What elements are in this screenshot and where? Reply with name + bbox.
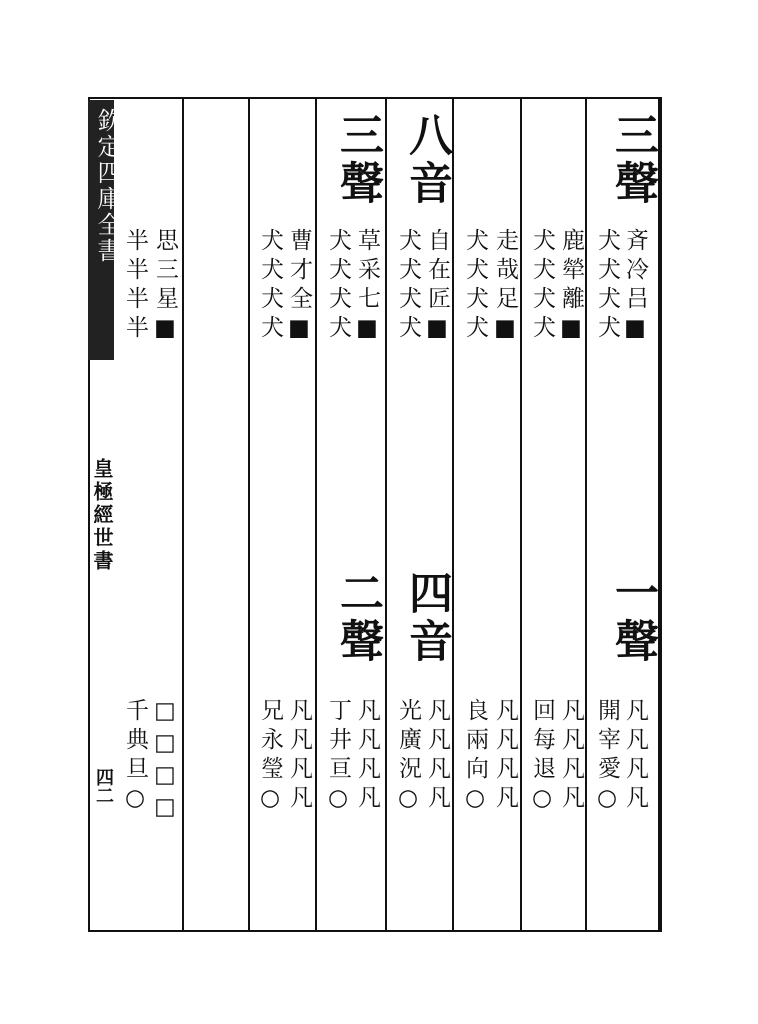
column-5-bottom-line-2: 丁井亘○	[325, 698, 351, 817]
column-6-bottom-line-2: 兄永瑩○	[257, 698, 283, 817]
column-3-bottom-line-2: 良兩向○	[462, 698, 488, 817]
column-5-bottom-header: 二聲	[332, 570, 383, 666]
column-3-top-line-2: 犬犬犬犬	[462, 228, 488, 344]
column-1-bottom-line-2: 開宰愛○	[594, 698, 620, 817]
column-2-bottom-line-2: 回每退○	[529, 698, 555, 817]
column-5-top-header: 三聲	[332, 112, 383, 208]
column-divider	[248, 97, 250, 932]
column-3-bottom-line-1: 凡凡凡凡	[492, 698, 518, 814]
column-1-top-header: 三聲	[607, 112, 658, 208]
column-8-bottom-line-2: 千典旦○	[122, 698, 148, 817]
column-8-bottom-line-1: □□□□	[152, 698, 178, 826]
column-divider	[315, 97, 317, 932]
column-1-bottom-line-1: 凡凡凡凡	[622, 698, 648, 814]
margin-edge-text: 欽定四庫全書	[93, 108, 121, 264]
column-1-bottom-header: 一聲	[607, 570, 658, 666]
column-1-top-line-1: 斉冷吕■	[622, 228, 648, 347]
column-4-bottom-line-2: 光廣況○	[395, 698, 421, 817]
column-2-top-line-1: 鹿犖離■	[558, 228, 584, 347]
column-8-top-line-2: 半半半半	[122, 228, 148, 344]
column-4-bottom-header: 四音	[401, 570, 452, 666]
column-divider	[520, 97, 522, 932]
column-6-top-line-2: 犬犬犬犬	[257, 228, 283, 344]
column-2-bottom-line-1: 凡凡凡凡	[558, 698, 584, 814]
column-divider	[182, 97, 184, 932]
column-divider	[452, 97, 454, 932]
column-5-top-line-2: 犬犬犬犬	[325, 228, 351, 344]
column-5-top-line-1: 草采七■	[354, 228, 380, 347]
column-5-bottom-line-1: 凡凡凡凡	[354, 698, 380, 814]
column-6-bottom-line-1: 凡凡凡凡	[286, 698, 312, 814]
column-4-top-header: 八音	[401, 112, 452, 208]
margin-page-number: 四二	[93, 768, 114, 804]
column-2-top-line-2: 犬犬犬犬	[529, 228, 555, 344]
column-3-top-line-1: 走哉足■	[492, 228, 518, 347]
right-outer-border	[658, 97, 662, 932]
column-8-top-line-1: 思三星■	[152, 228, 178, 347]
margin-book-title: 皇極經世書	[90, 458, 114, 573]
column-4-bottom-line-1: 凡凡凡凡	[424, 698, 450, 814]
column-4-top-line-1: 自在匠■	[424, 228, 450, 347]
column-1-top-line-2: 犬犬犬犬	[594, 228, 620, 344]
column-4-top-line-2: 犬犬犬犬	[395, 228, 421, 344]
top-border	[88, 97, 660, 99]
bottom-border	[88, 930, 660, 932]
column-6-top-line-1: 曹才全■	[286, 228, 312, 347]
column-divider	[385, 97, 387, 932]
